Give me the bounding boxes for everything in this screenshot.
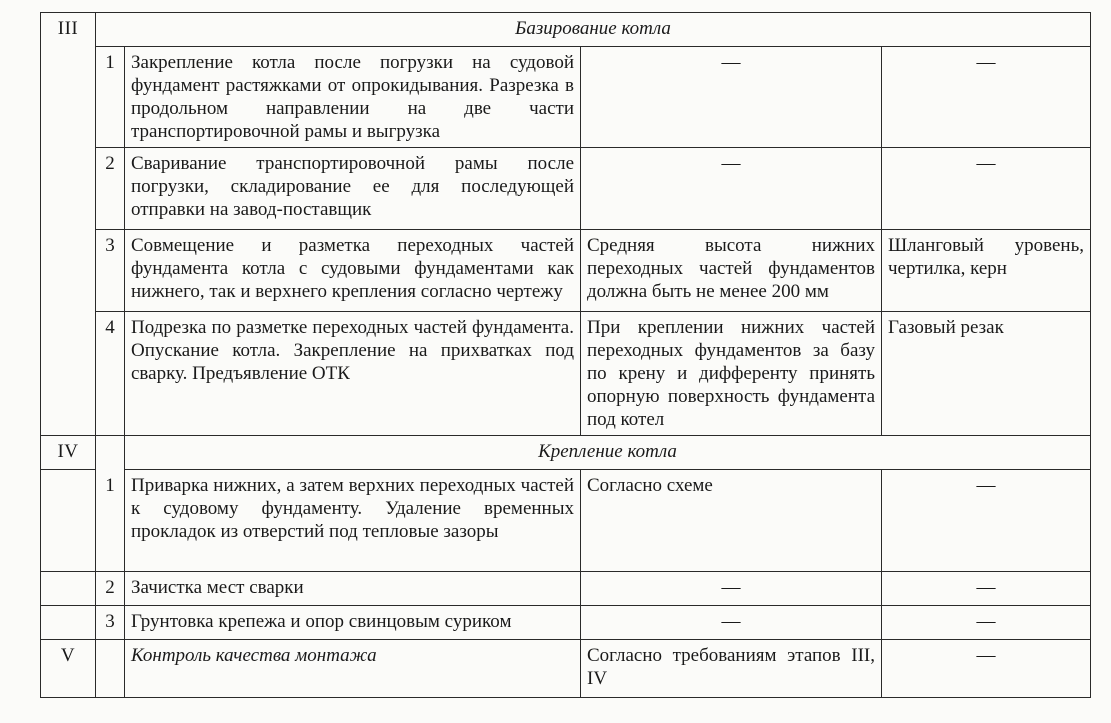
- table-row: [41, 640, 1091, 698]
- requirements-cell: При креплении нижних частей переходных фундаментов за базу по крену и дифференту принять опорную поверхность фундамента под котел: [581, 312, 882, 436]
- stage-number: III: [41, 13, 96, 47]
- tools-cell: —: [882, 640, 1091, 698]
- tools-cell: —: [882, 606, 1091, 640]
- stage-number: IV: [41, 436, 96, 470]
- step-number: 2: [96, 572, 125, 606]
- requirements-cell: Средняя высота нижних переходных частей фундаментов должна быть не менее 200 мм: [581, 230, 882, 312]
- step-number: 3: [96, 230, 125, 312]
- table-row: [41, 470, 1091, 572]
- operation-cell: Контроль качества монтажа: [125, 640, 581, 698]
- tools-cell: —: [882, 572, 1091, 606]
- section-title: Крепление котла: [125, 436, 1091, 470]
- operation-cell: Приварка нижних, а затем верхних переходных частей к судовому фундаменту. Удаление временных прокладок из отверстий под тепловые зазоры: [125, 470, 581, 572]
- operation-cell: Грунтовка крепежа и опор свинцовым суриком: [125, 606, 581, 640]
- operation-cell: Подрезка по разметке переходных частей фундамента. Опускание котла. Закрепление на прихватках под сварку. Предъявление ОТК: [125, 312, 581, 436]
- step-cell-empty: [96, 436, 125, 470]
- stage-cell-empty: [41, 470, 96, 572]
- operation-cell: Сваривание транспортировочной рамы после погрузки, складирование ее для последующей отправки на завод-поставщик: [125, 148, 581, 230]
- table-row: [41, 312, 1091, 436]
- stage-cell-empty: [41, 312, 96, 436]
- tools-cell: Газовый резак: [882, 312, 1091, 436]
- tools-cell: —: [882, 148, 1091, 230]
- table-row: [41, 572, 1091, 606]
- requirements-cell: —: [581, 572, 882, 606]
- stage-cell-empty: [41, 606, 96, 640]
- table-row: [41, 230, 1091, 312]
- section-title: Базирование котла: [96, 13, 1091, 47]
- section-header-row: [41, 13, 1091, 47]
- step-number: 1: [96, 470, 125, 572]
- stage-cell-empty: [41, 148, 96, 230]
- section-header-row: [41, 436, 1091, 470]
- requirements-cell: —: [581, 47, 882, 148]
- tools-cell: Шланговый уровень, чертилка, керн: [882, 230, 1091, 312]
- requirements-cell: Согласно требованиям этапов III, IV: [581, 640, 882, 698]
- table-row: [41, 606, 1091, 640]
- stage-number: V: [41, 640, 96, 698]
- assembly-operations-table: [40, 12, 1091, 698]
- step-number: 4: [96, 312, 125, 436]
- step-number: 3: [96, 606, 125, 640]
- requirements-cell: Согласно схеме: [581, 470, 882, 572]
- operation-cell: Совмещение и разметка переходных частей фундамента котла с судовыми фундаментами как нижнего, так и верхнего крепления согласно чертежу: [125, 230, 581, 312]
- requirements-cell: —: [581, 148, 882, 230]
- step-cell-empty: [96, 640, 125, 698]
- tools-cell: —: [882, 47, 1091, 148]
- operation-cell: Закрепление котла после погрузки на судовой фундамент растяжками от опрокидывания. Разрезка в продольном направлении на две части транспортировочной рамы и выгрузка: [125, 47, 581, 148]
- tools-cell: —: [882, 470, 1091, 572]
- step-number: 2: [96, 148, 125, 230]
- stage-cell-empty: [41, 572, 96, 606]
- requirements-cell: —: [581, 606, 882, 640]
- step-number: 1: [96, 47, 125, 148]
- table-row: [41, 47, 1091, 148]
- stage-cell-empty: [41, 230, 96, 312]
- table-row: [41, 148, 1091, 230]
- stage-cell-empty: [41, 47, 96, 148]
- operation-cell: Зачистка мест сварки: [125, 572, 581, 606]
